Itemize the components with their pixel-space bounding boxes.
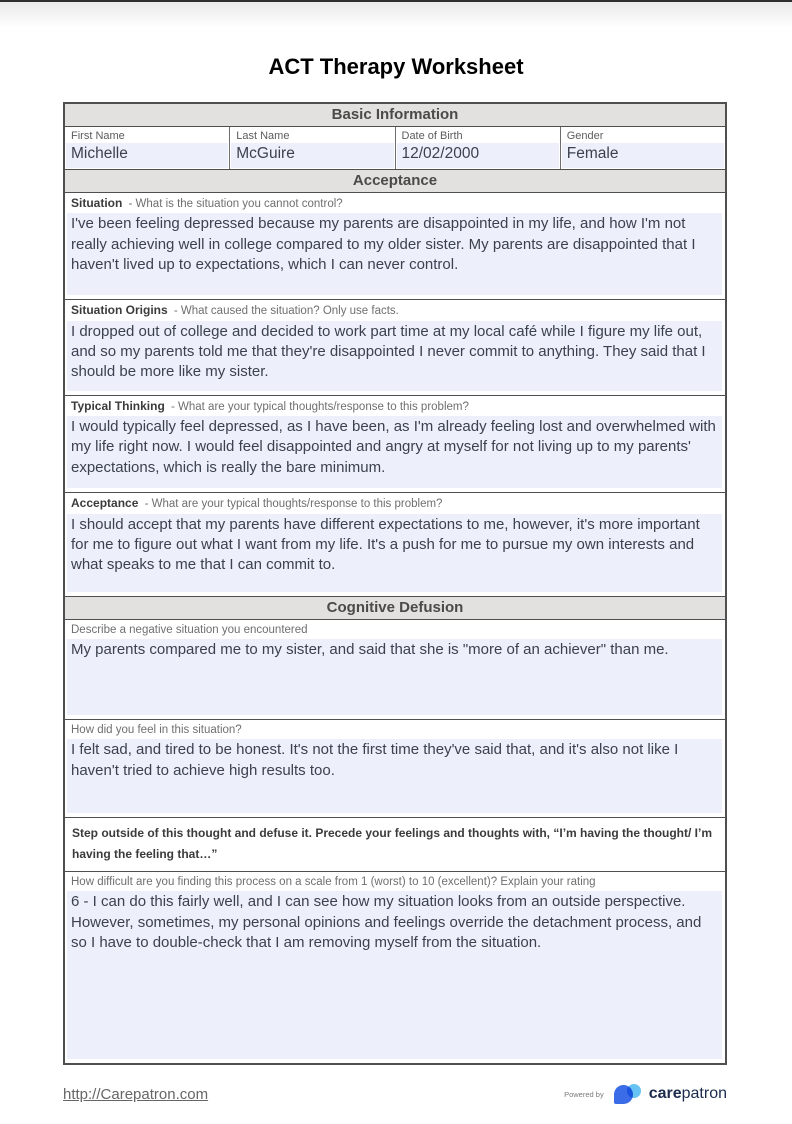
row-situation-origins <box>65 299 725 390</box>
situation-origins-question-line <box>65 300 725 320</box>
gender-label: Gender <box>566 130 604 142</box>
date-of-birth-label: Date of Birth <box>401 130 463 142</box>
defuse-instruction-text: Step outside of this thought and defuse it. Precede your feelings and thoughts with, “I’m having the thought/ I’m having the feeling that…” <box>72 826 713 861</box>
acceptance-answer-field[interactable]: I should accept that my parents have different expectations to me, however, it's more important for me to figure out what I want from my life. It's a push for me to pursue my own interests and what speaks to me that I can commit to. <box>67 514 722 592</box>
acceptance-question-line <box>65 493 725 513</box>
acceptance-label: Acceptance <box>71 496 139 511</box>
section-header-cognitive-defusion: Cognitive Defusion <box>65 596 725 619</box>
negative-situation-question-line <box>65 620 725 639</box>
carepatron-link[interactable]: http://Carepatron.com <box>63 1085 209 1103</box>
how-did-you-feel-question-line <box>65 720 725 739</box>
date-of-birth-value[interactable]: 12/02/2000 <box>397 143 559 168</box>
difficulty-rating-answer-field[interactable]: 6 - I can do this fairly well, and I can see how my situation looks from an outside perspective. However, sometimes, my personal opinions and feelings override the detachment process, and so I have to double-check that I am removing myself from the situation. <box>67 891 722 1059</box>
difficulty-rating-question: How difficult are you finding this process on a scale from 1 (worst) to 10 (excellent)? Explain your rating <box>71 876 596 889</box>
top-shadow-gradient <box>0 2 792 28</box>
situation-origins-label: Situation Origins <box>71 303 168 318</box>
field-first-name <box>65 127 229 169</box>
section-header-basic-information: Basic Information <box>65 104 725 126</box>
logo-circle-shape <box>627 1084 641 1098</box>
situation-origins-question: - What caused the situation? Only use facts. <box>173 305 399 318</box>
first-name-label: First Name <box>71 130 125 142</box>
field-date-of-birth <box>395 127 560 169</box>
row-negative-situation <box>65 619 725 715</box>
worksheet-table <box>63 102 727 1065</box>
page-title: ACT Therapy Worksheet <box>268 54 524 79</box>
field-last-name <box>229 127 394 169</box>
wordmark-bold-part: care <box>648 1085 682 1103</box>
typical-thinking-label: Typical Thinking <box>71 398 165 413</box>
difficulty-rating-question-line <box>65 872 725 891</box>
basic-info-row <box>65 126 725 169</box>
acceptance-question: - What are your typical thoughts/response to this problem? <box>144 498 443 511</box>
situation-label: Situation <box>71 196 123 210</box>
section-header-acceptance: Acceptance <box>65 169 725 192</box>
typical-thinking-question: - What are your typical thoughts/response to this problem? <box>171 400 469 413</box>
carepatron-logo-icon <box>614 1083 645 1105</box>
powered-by-label: Powered by <box>564 1089 604 1099</box>
last-name-label: Last Name <box>236 130 290 142</box>
field-gender <box>560 127 725 169</box>
gender-value[interactable]: Female <box>562 143 724 168</box>
typical-thinking-question-line <box>65 396 725 416</box>
footer <box>63 1083 727 1105</box>
negative-situation-answer-field[interactable]: My parents compared me to my sister, and said that she is "more of an achiever" than me. <box>67 639 722 715</box>
how-did-you-feel-question: How did you feel in this situation? <box>71 723 242 736</box>
situation-question: - What is the situation you cannot control? <box>128 198 343 210</box>
first-name-value[interactable]: Michelle <box>66 143 228 168</box>
row-defuse-instruction <box>65 817 725 871</box>
negative-situation-question: Describe a negative situation you encountered <box>71 623 308 636</box>
situation-origins-answer-field[interactable]: I dropped out of college and decided to work part time at my local café while I figure my life out, and so my parents told me that they're disappointed I never commit to anything. They said that I should be more like my sister. <box>67 321 722 391</box>
wordmark-regular-part: patron <box>681 1085 727 1103</box>
last-name-value[interactable]: McGuire <box>231 143 393 168</box>
carepatron-brand <box>564 1083 727 1105</box>
row-situation <box>65 192 725 295</box>
situation-answer-field[interactable]: I've been feeling depressed because my parents are disappointed in my life, and how I'm not really achieving well in college compared to my older sister. My parents are disappointed that I haven't lived up to expectations, which I can never control. <box>67 213 722 295</box>
row-typical-thinking <box>65 395 725 488</box>
situation-question-line <box>65 193 725 213</box>
row-difficulty-rating <box>65 871 725 1059</box>
row-how-did-you-feel <box>65 719 725 813</box>
row-acceptance <box>65 492 725 591</box>
carepatron-wordmark <box>649 1085 727 1103</box>
typical-thinking-answer-field[interactable]: I would typically feel depressed, as I have been, as I'm already feeling lost and overwhelmed with my life right now. I would feel disappointed and angry at myself for not living up to my parents' expectations, which is really the bare minimum. <box>67 416 722 488</box>
how-did-you-feel-answer-field[interactable]: I felt sad, and tired to be honest. It's not the first time they've said that, and it's also not like I haven't tried to achieve high results too. <box>67 739 722 813</box>
